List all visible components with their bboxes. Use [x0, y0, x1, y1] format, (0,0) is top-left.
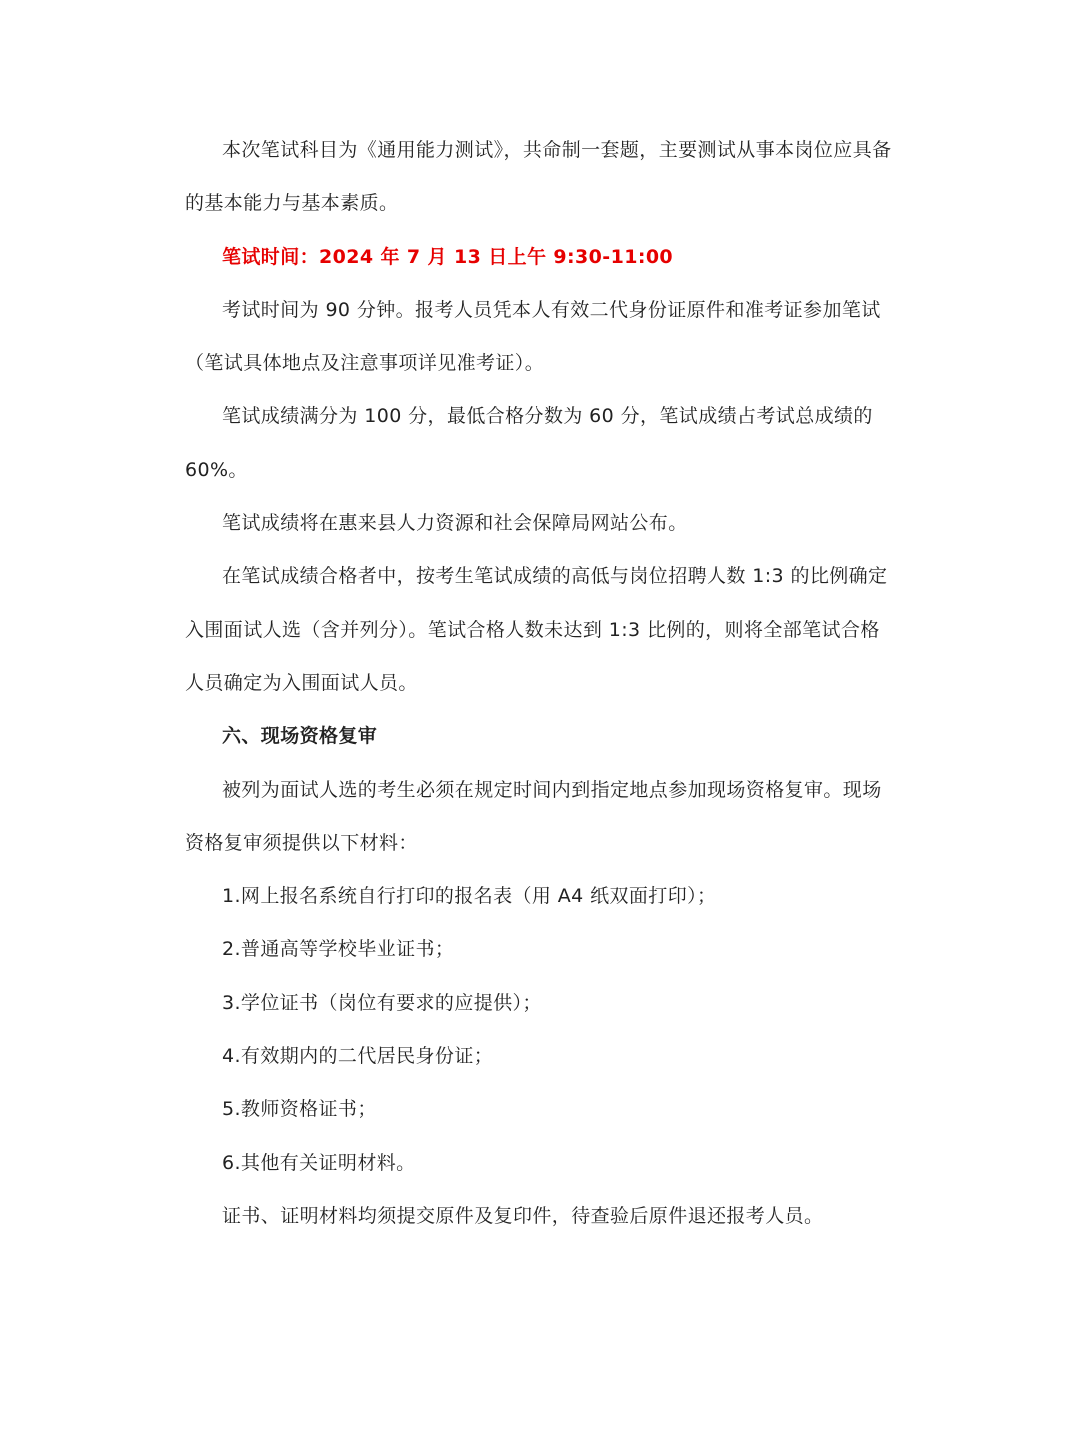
list-item-registration-form: 1.网上报名系统自行打印的报名表（用 A4 纸双面打印）； — [222, 885, 717, 908]
paragraph-interview-selection: 在笔试成绩合格者中，按考生笔试成绩的高低与岗位招聘人数 1:3 的比例确定入围面试人选（含并列分）。笔试合格人数未达到 1:3 比例的，则将全部笔试合格人员确定为入围面试人员。 — [185, 565, 888, 694]
list-item-id-card: 4.有效期内的二代居民身份证； — [222, 1045, 494, 1068]
list-item-degree-certificate: 3.学位证书（岗位有要求的应提供）； — [222, 991, 542, 1014]
list-item-other-materials: 6.其他有关证明材料。 — [222, 1151, 416, 1174]
list-item-teacher-certificate: 5.教师资格证书； — [222, 1098, 377, 1121]
list-item-graduation-certificate: 2.普通高等学校毕业证书； — [222, 938, 455, 961]
section-heading-qualification-review: 六、现场资格复审 — [222, 725, 378, 748]
paragraph-exam-time: 笔试时间：2024 年 7 月 13 日上午 9:30-11:00 — [222, 245, 674, 268]
paragraph-originals-note: 证书、证明材料均须提交原件及复印件，待查验后原件退还报考人员。 — [222, 1204, 824, 1227]
paragraph-exam-duration: 考试时间为 90 分钟。报考人员凭本人有效二代身份证原件和准考证参加笔试（笔试具体地点及注意事项详见准考证）。 — [185, 298, 881, 375]
paragraph-score-rules: 笔试成绩满分为 100 分，最低合格分数为 60 分，笔试成绩占考试总成绩的60%。 — [185, 405, 873, 481]
paragraph-exam-subject: 本次笔试科目为《通用能力测试》，共命制一套题，主要测试从事本岗位应具备的基本能力与基本素质。 — [185, 139, 892, 215]
paragraph-review-intro: 被列为面试人选的考生必须在规定时间内到指定地点参加现场资格复审。现场资格复审须提供以下材料： — [185, 778, 882, 854]
document-body — [185, 124, 897, 1243]
paragraph-score-publish: 笔试成绩将在惠来县人力资源和社会保障局网站公布。 — [222, 512, 688, 535]
